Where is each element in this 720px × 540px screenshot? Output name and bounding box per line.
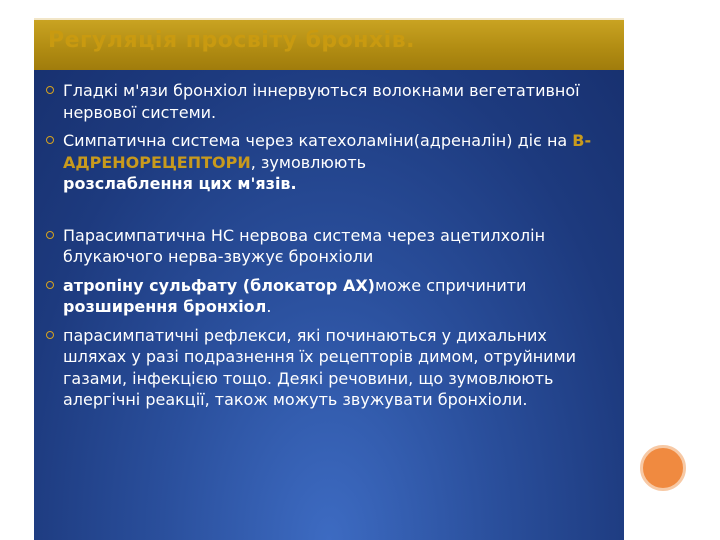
bullet-circle-icon (46, 86, 54, 94)
bullet-text: парасимпатичні рефлекси, які починаються у дихальних шляхах у разі подразнення їх рецепторів димом, отруйними газами, інфекцією тощо. Деякі речовини, що зумовлюють алергічні реакції, також можуть звужувати бронхіоли. (63, 325, 577, 409)
decorative-circle-icon (640, 445, 686, 491)
bullet-text: Парасимпатична НС нервова система через ацетилхолін блукаючого нерва-звужує бронхіоли (63, 225, 546, 266)
bold-phrase: розширення бронхіол (63, 297, 267, 316)
bullet-circle-icon (46, 136, 54, 144)
bullet-list (45, 80, 615, 411)
bullet-item (45, 225, 615, 268)
bullet-text: , зумовлюють (250, 152, 367, 172)
bullet-circle-icon (46, 231, 54, 239)
bullet-text: Симпатична система через катехоламіни(адреналін) діє на (63, 131, 573, 150)
bullet-text: . (266, 297, 272, 316)
slide-title: Регуляція просвіту бронхів. (48, 28, 416, 53)
bullet-item (45, 275, 615, 318)
bold-phrase: атропіну сульфату (блокатор АХ) (63, 275, 375, 295)
bullet-item (45, 80, 615, 123)
bullet-circle-icon (46, 281, 54, 289)
bullet-item (45, 325, 615, 411)
receptor-highlight: B-АДРЕНОРЕЦЕПТОРИ (63, 131, 592, 172)
bullet-text: може спричинити (374, 275, 527, 295)
bullet-circle-icon (46, 331, 54, 339)
bullet-text: Гладкі м'язи бронхіол іннервуються волокнами вегетативної нервової системи. (63, 81, 580, 122)
bullet-item (45, 130, 615, 195)
bold-phrase: розслаблення цих м'язів. (63, 174, 297, 193)
